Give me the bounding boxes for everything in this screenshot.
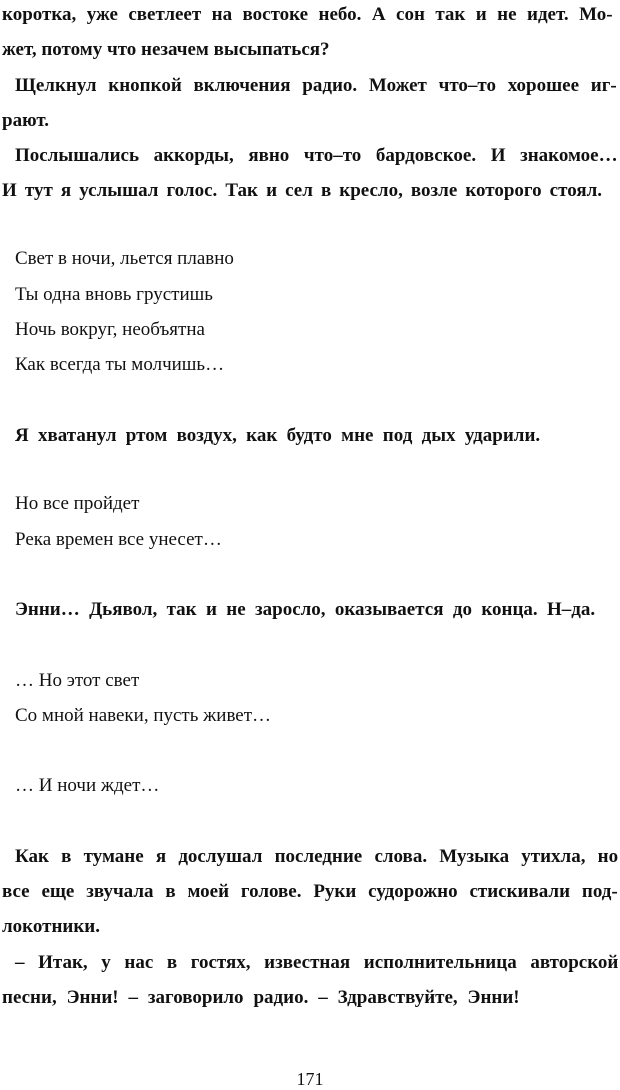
verse-line: Ты одна вновь грустишь	[15, 284, 213, 305]
text-line: песни, Энни! – заговорило радио. – Здравствуйте, Энни!	[2, 987, 520, 1008]
text-line: Щелкнул кнопкой включения радио. Может что–то хорошее иг-	[15, 75, 617, 96]
text-line: – Итак, у нас в гостях, известная исполнительница авторской	[15, 952, 619, 973]
verse-line: Со мной навеки, пусть живет…	[15, 705, 272, 726]
verse-line: Как всегда ты молчишь…	[15, 354, 225, 375]
verse-line: Свет в ночи, льется плавно	[15, 248, 234, 269]
text-line: локотники.	[2, 916, 100, 937]
text-line: жет, потому что незачем высыпаться?	[2, 39, 330, 60]
text-line: все еще звучала в моей голове. Руки судорожно стискивали под-	[2, 881, 618, 902]
text-line: Послышались аккорды, явно что–то бардовское. И знакомое…	[15, 145, 618, 166]
text-line: коротка, уже светлеет на востоке небо. А сон так и не идет. Мо-	[2, 4, 613, 25]
verse-line: Ночь вокруг, необъятна	[15, 319, 205, 340]
verse-line: Но все пройдет	[15, 493, 140, 514]
text-line: Как в тумане я дослушал последние слова. Музыка утихла, но	[15, 846, 619, 867]
text-line: рают.	[2, 110, 49, 131]
text-line: Энни… Дьявол, так и не заросло, оказывается до конца. Н–да.	[15, 599, 596, 620]
text-line: И тут я услышал голос. Так и сел в кресло, возле которого стоял.	[2, 180, 603, 201]
verse-line: … И ночи ждет…	[15, 775, 160, 796]
verse-line: … Но этот свет	[15, 670, 140, 691]
text-line: Я хватанул ртом воздух, как будто мне под дых ударили.	[15, 425, 541, 446]
page-number: 171	[296, 1069, 324, 1089]
verse-line: Река времен все унесет…	[15, 529, 222, 550]
